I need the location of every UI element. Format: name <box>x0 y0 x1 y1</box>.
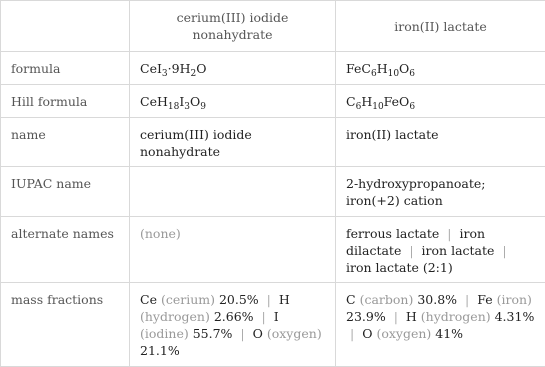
mass-fraction-item <box>346 292 457 307</box>
mass-fraction-item <box>140 292 259 307</box>
element-name: (oxygen) <box>376 326 431 341</box>
mass-percent: 4.31% <box>495 309 535 324</box>
mass-fractions-iron-lactate <box>336 283 545 367</box>
formula-text: O <box>399 61 409 76</box>
formula-text: I <box>179 94 184 109</box>
mass-percent: 2.66% <box>214 309 254 324</box>
formula-subscript: 10 <box>372 102 383 112</box>
hill-formula-cerium-iodide <box>130 85 336 118</box>
separator: | <box>405 243 417 258</box>
mass-fraction-item <box>362 326 463 341</box>
separator: | <box>263 292 275 307</box>
formula-text: C <box>346 94 356 109</box>
element-symbol: I <box>274 309 279 324</box>
formula-text: O <box>196 61 206 76</box>
formula-text: FeC <box>346 61 371 76</box>
separator: | <box>461 292 473 307</box>
iupac-name-cerium-iodide <box>130 167 336 217</box>
separator: | <box>390 309 402 324</box>
table-row <box>1 52 545 85</box>
row-label-mass-fractions: mass fractions <box>1 283 130 367</box>
formula-cerium-iodide <box>130 52 336 85</box>
alternate-name: iron lactate (2:1) <box>346 260 453 275</box>
element-name: (carbon) <box>360 292 414 307</box>
separator: | <box>236 326 248 341</box>
element-name: (oxygen) <box>267 326 322 341</box>
formula-subscript: 9 <box>200 102 206 112</box>
formula-text: H <box>361 94 372 109</box>
alternate-names-iron-lactate <box>336 217 545 283</box>
formula-subscript: 6 <box>356 102 362 112</box>
separator: | <box>258 309 270 324</box>
formula-subscript: 18 <box>168 102 179 112</box>
mass-percent: 55.7% <box>193 326 233 341</box>
alternate-name: iron dilactate <box>346 226 485 258</box>
element-name: (iodine) <box>140 326 189 341</box>
mass-fractions-cerium-iodide <box>130 283 336 367</box>
col-header-iron-lactate: iron(II) lactate <box>336 1 545 52</box>
header-corner <box>1 1 130 52</box>
col-header-cerium-iodide: cerium(III) iodide nonahydrate <box>130 1 336 52</box>
alternate-name: iron lactate <box>422 243 495 258</box>
mass-percent: 23.9% <box>346 309 386 324</box>
formula-subscript: 10 <box>388 69 399 79</box>
element-name: (hydrogen) <box>140 309 210 324</box>
formula-text: H <box>377 61 388 76</box>
element-symbol: O <box>362 326 372 341</box>
element-symbol: Ce <box>140 292 157 307</box>
hill-formula-iron-lactate <box>336 85 545 118</box>
element-name: (cerium) <box>161 292 215 307</box>
element-name: (hydrogen) <box>421 309 491 324</box>
element-symbol: O <box>253 326 263 341</box>
mass-percent: 41% <box>435 326 463 341</box>
formula-subscript: 3 <box>184 102 190 112</box>
formula-subscript: 3 <box>162 69 168 79</box>
row-label-iupac-name: IUPAC name <box>1 167 130 217</box>
alternate-names-cerium-iodide: (none) <box>130 217 336 283</box>
iupac-name-iron-lactate: 2-hydroxypropanoate; iron(+2) cation <box>336 167 545 217</box>
element-symbol: Fe <box>477 292 492 307</box>
name-iron-lactate: iron(II) lactate <box>336 118 545 167</box>
table-row <box>1 217 545 283</box>
separator: | <box>346 326 358 341</box>
separator: | <box>498 243 510 258</box>
alternate-name: ferrous lactate <box>346 226 439 241</box>
formula-subscript: 6 <box>409 69 415 79</box>
formula-subscript: 6 <box>371 69 377 79</box>
row-label-alternate-names: alternate names <box>1 217 130 283</box>
table-row <box>1 167 545 217</box>
header-row <box>1 1 545 52</box>
formula-text: O <box>190 94 200 109</box>
mass-percent: 20.5% <box>219 292 259 307</box>
mass-percent: 21.1% <box>140 343 180 358</box>
formula-text: ·9H <box>168 61 191 76</box>
row-label-name: name <box>1 118 130 167</box>
name-cerium-iodide: cerium(III) iodide nonahydrate <box>130 118 336 167</box>
element-symbol: H <box>406 309 417 324</box>
formula-iron-lactate <box>336 52 545 85</box>
formula-text: CeH <box>140 94 168 109</box>
element-symbol: C <box>346 292 356 307</box>
mass-fraction-item <box>406 309 534 324</box>
table-row <box>1 118 545 167</box>
table-row <box>1 85 545 118</box>
mass-percent: 30.8% <box>417 292 457 307</box>
formula-text: CeI <box>140 61 162 76</box>
formula-text: FeO <box>384 94 410 109</box>
element-name: (iron) <box>497 292 532 307</box>
table-row <box>1 283 545 367</box>
formula-subscript: 6 <box>409 102 415 112</box>
row-label-formula: formula <box>1 52 130 85</box>
separator: | <box>443 226 455 241</box>
element-symbol: H <box>279 292 290 307</box>
formula-subscript: 2 <box>190 69 196 79</box>
row-label-hill-formula: Hill formula <box>1 85 130 118</box>
